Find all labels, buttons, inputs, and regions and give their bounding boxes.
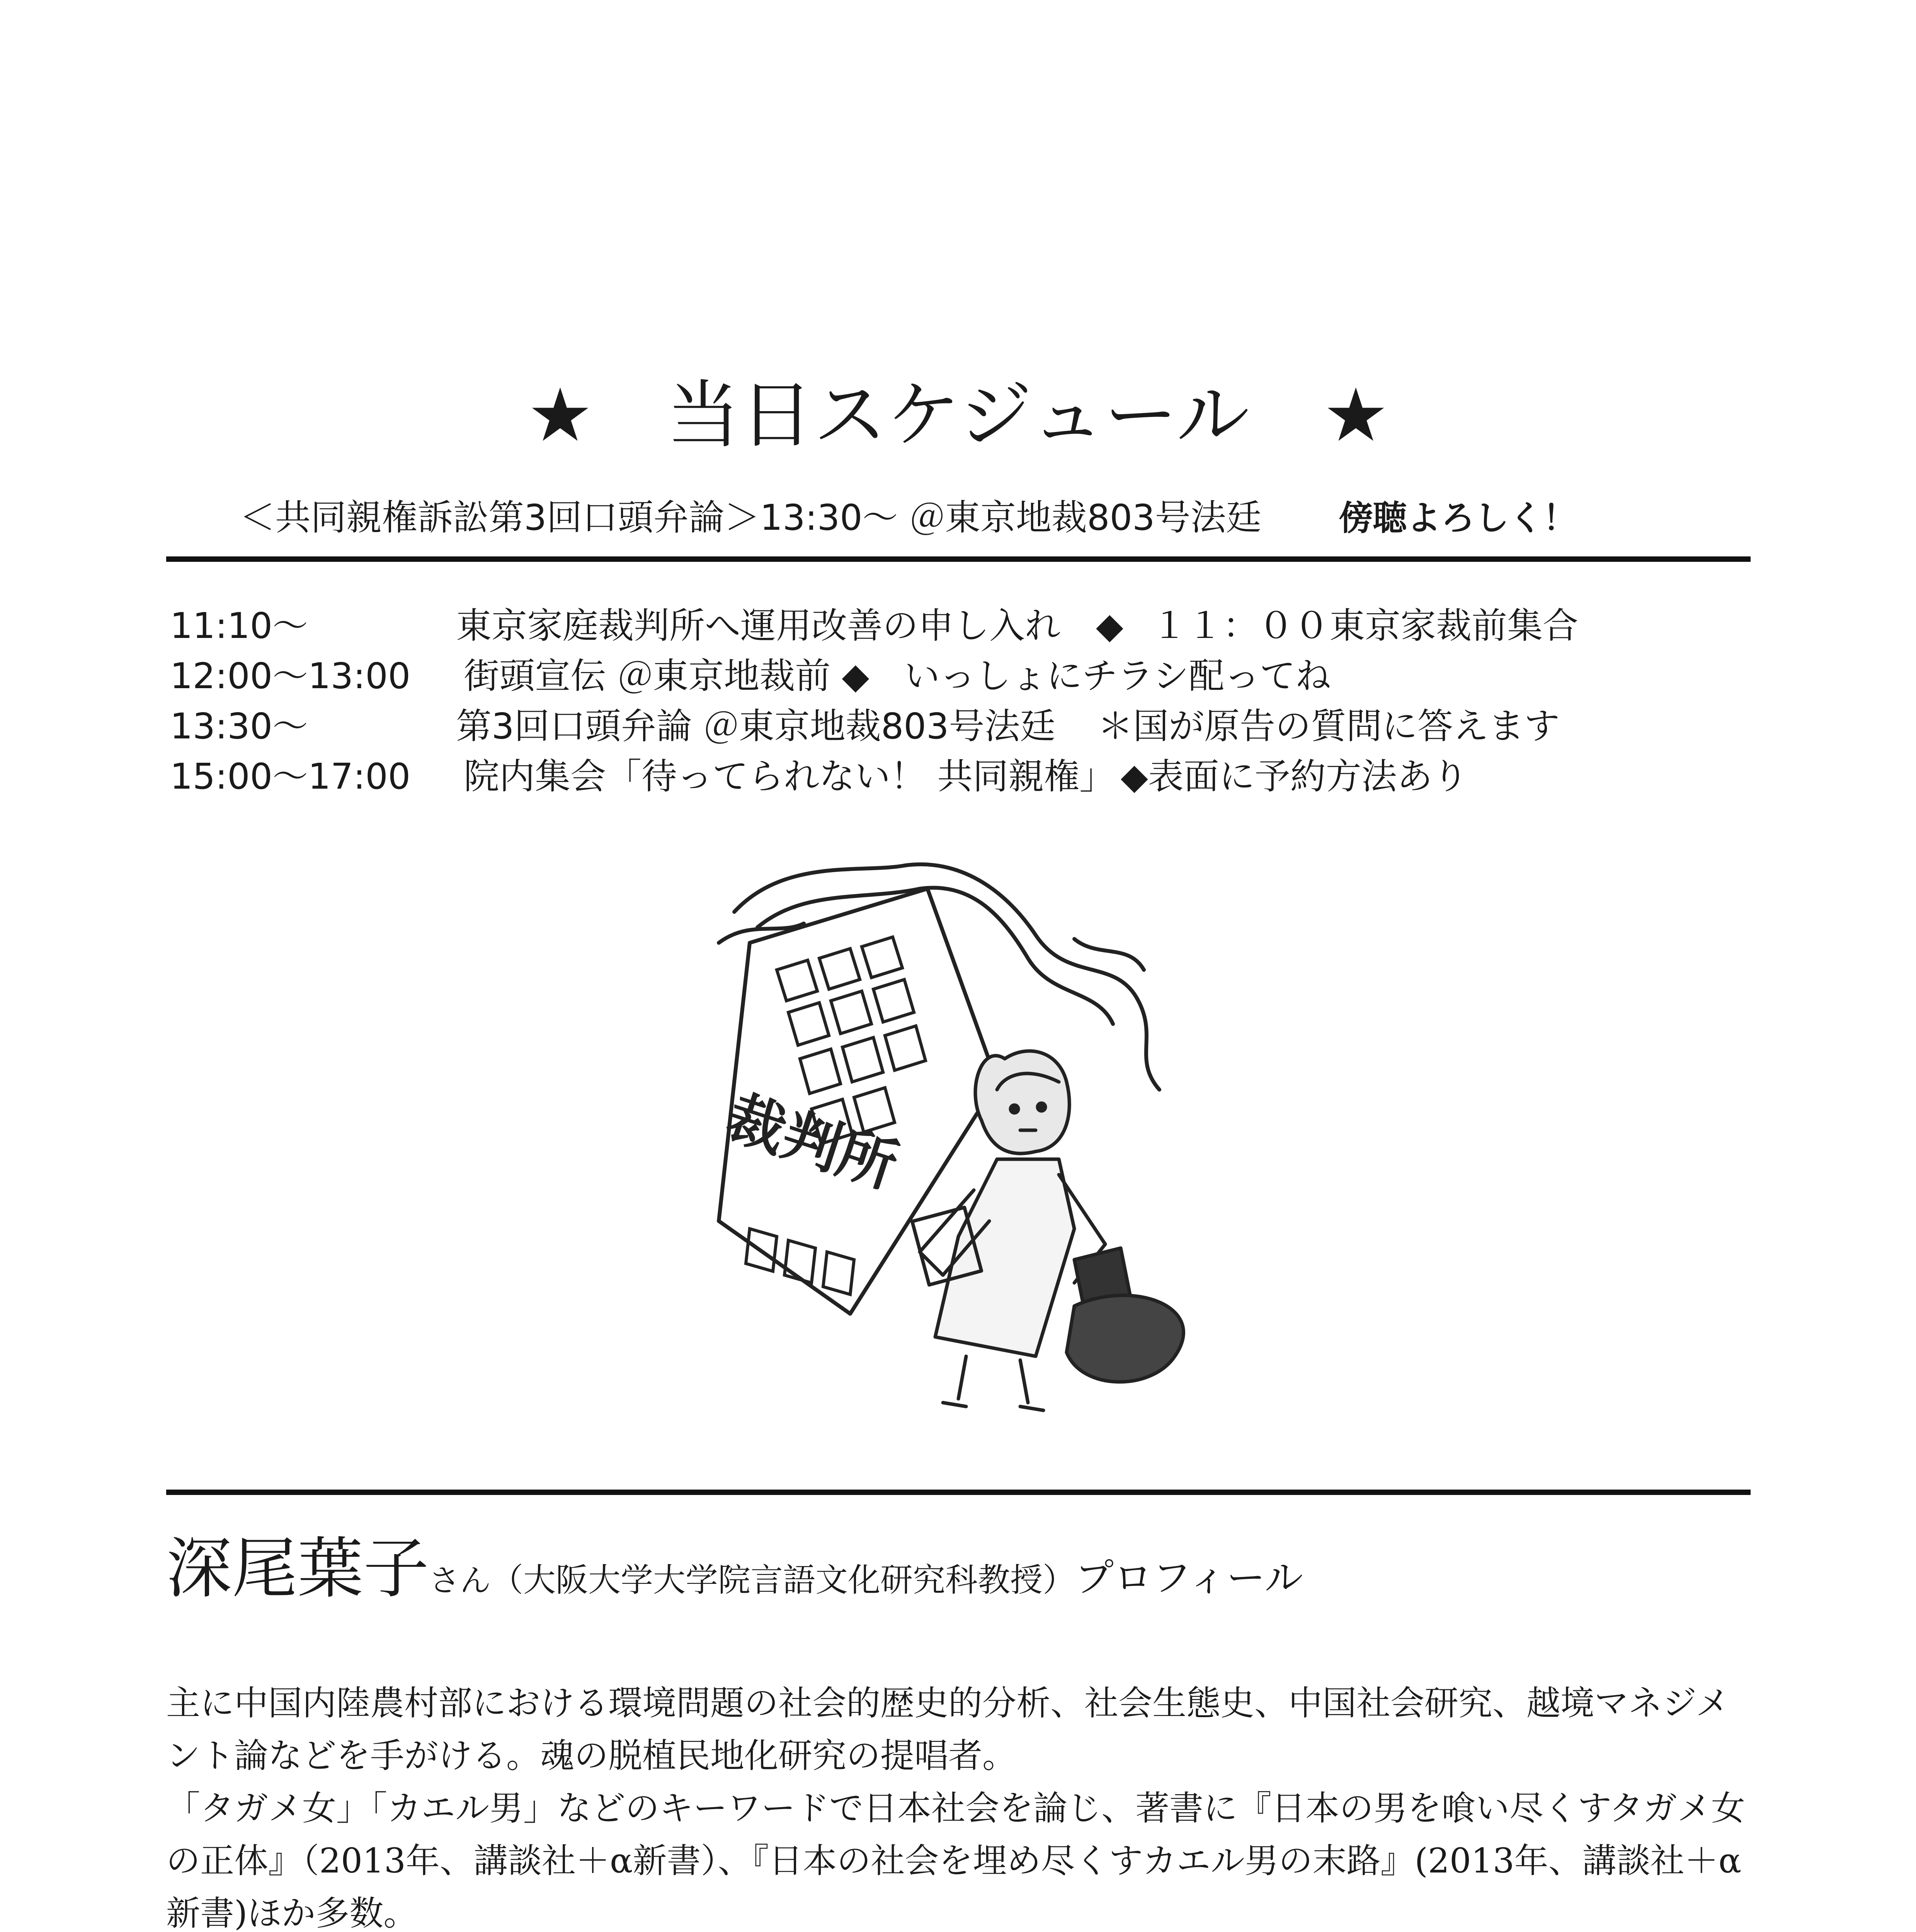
schedule-time: 11:10〜 — [170, 605, 308, 646]
profile-paragraph: 「タガメ女」「カエル男」などのキーワードで日本社会を論じ、著書に『日本の男を喰い尽くすタガメ女の正体』（2013年、講談社＋α新書）、『日本の社会を埋め尽くすカエル男の末路』(2013年、講談社＋α新書)ほか多数。 — [166, 1788, 1745, 1932]
profile-affiliation: （大阪大学大学院言語文化研究科教授） — [491, 1561, 1075, 1599]
courthouse-sign: 裁判所 — [719, 1083, 905, 1201]
schedule-row — [170, 753, 1754, 800]
profile-heading — [166, 1530, 1303, 1619]
schedule-note: ◆表面に予約方法あり — [1121, 756, 1468, 797]
schedule-desc: 東京家庭裁判所へ運用改善の申し入れ ◆ — [456, 605, 1123, 646]
schedule-desc: 院内集会「待ってられない！ 共同親権」 — [464, 756, 1115, 797]
profile-label: プロフィール — [1075, 1555, 1303, 1600]
page-title: ★ 当日スケジュール ★ — [527, 372, 1389, 458]
schedule-note: ＊国が原告の質問に答えます — [1098, 706, 1560, 747]
schedule-time: 15:00〜17:00 — [170, 756, 411, 797]
trial-subtitle — [240, 495, 1577, 541]
profile-name: 深尾葉子 — [166, 1531, 429, 1607]
profile-honorific: さん — [429, 1563, 491, 1599]
schedule-desc: 第3回口頭弁論 ＠東京地裁803号法廷 — [456, 706, 1056, 747]
schedule-note: １１：００東京家裁前集合 — [1152, 605, 1579, 646]
please-attend: 傍聴よろしく！ — [1339, 498, 1577, 538]
schedule-row — [170, 703, 1754, 750]
courthouse-woman-illustration — [688, 842, 1275, 1430]
schedule-desc: 街頭宣伝 ＠東京地裁前 ◆ — [464, 655, 870, 697]
profile-text — [166, 1677, 1762, 1932]
top-divider — [166, 556, 1751, 562]
profile-paragraph: 主に中国内陸農村部における環境問題の社会的歴史的分析、社会生態史、中国社会研究、越境マネジメント論などを手がける。魂の脱植民地化研究の提唱者。 — [166, 1683, 1730, 1776]
schedule-row — [170, 653, 1754, 699]
middle-divider — [166, 1490, 1751, 1495]
schedule-note: いっしょにチラシ配ってね — [904, 655, 1331, 697]
trial-info: ＜共同親権訴訟第3回口頭弁論＞13:30〜 ＠東京地裁803号法廷 — [240, 497, 1262, 538]
schedule-time: 13:30〜 — [170, 706, 308, 747]
schedule-row — [170, 603, 1754, 649]
schedule-time: 12:00〜13:00 — [170, 655, 411, 697]
